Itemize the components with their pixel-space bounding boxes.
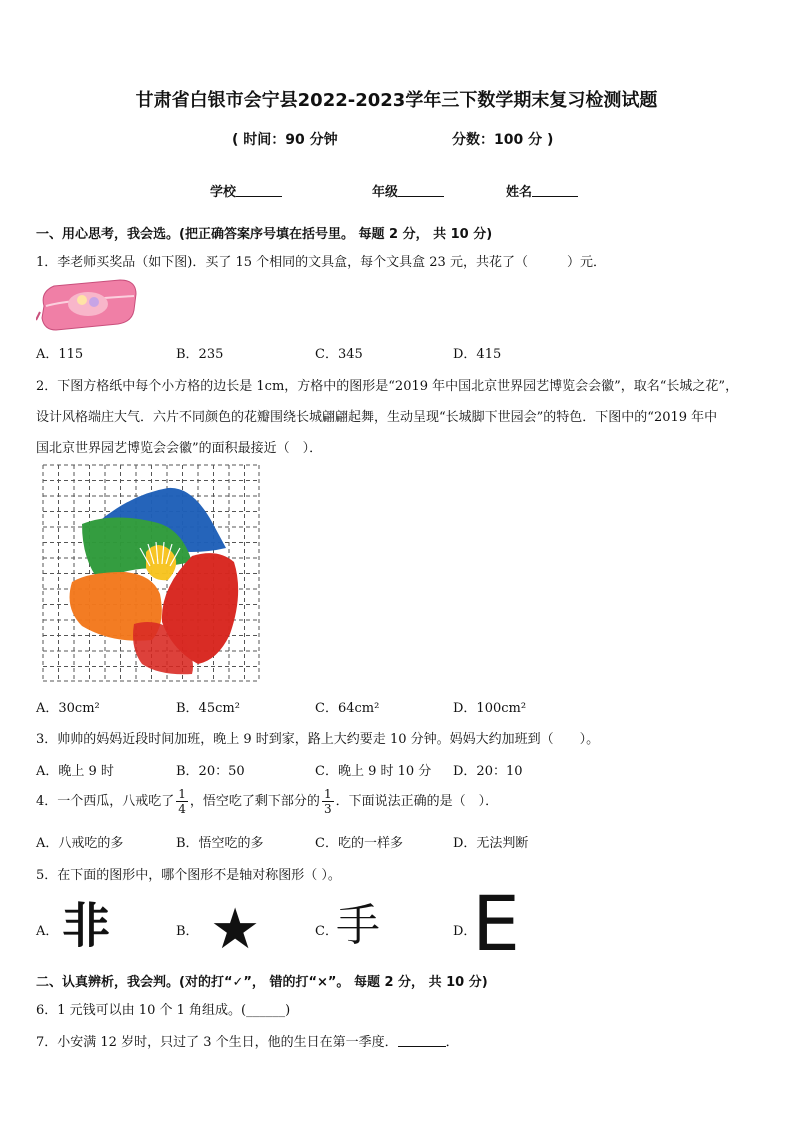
q3-option-a[interactable]: A．晚上 9 时 (36, 764, 114, 779)
q7-tail: ． (445, 1035, 459, 1050)
grade-field (372, 181, 444, 200)
exam-score: 分数：100 分 ) (452, 132, 554, 148)
name-field (506, 181, 578, 200)
pencil-case-image (36, 276, 140, 332)
q6-text: 6．1 元钱可以由 10 个 1 角组成。(______) (36, 1003, 291, 1018)
q7-text: 7．小安满 12 岁时，只过了 3 个生日，他的生日在第一季度． (36, 1035, 398, 1050)
q4-option-b[interactable]: B．悟空吃的多 (176, 836, 264, 851)
section2-heading: 二、认真辨析，我会判。(对的打“✓”， 错的打“×”。 每题 2 分， 共 10 分) (36, 975, 488, 990)
page-title: 甘肃省白银市会宁县2022-2023学年三下数学期末复习检测试题 (135, 90, 658, 111)
q3-text: 3．帅帅的妈妈近段时间加班，晚上 9 时到家，路上大约要走 10 分钟。妈妈大约加班到（ ）。 (36, 732, 600, 747)
school-field (210, 181, 282, 200)
q4-part3: ．下面说法正确的是（ ）． (335, 794, 499, 809)
q2-option-b[interactable]: B．45cm² (176, 701, 240, 716)
q4-option-d[interactable]: D．无法判断 (453, 836, 529, 851)
q4-option-a[interactable]: A．八戒吃的多 (36, 836, 124, 851)
grade-blank[interactable] (398, 184, 444, 197)
exam-time: ( 时间：90 分钟 (232, 132, 338, 148)
expo-emblem (70, 488, 239, 674)
q2-line2: 设计风格端庄大气．六片不同颜色的花瓣围绕长城翩翩起舞，生动呈现“长城脚下世园会”的特色．下图中的“2019 年中 (36, 410, 718, 425)
q3-option-b[interactable]: B．20：50 (176, 764, 245, 779)
q5-option-a-label[interactable]: A． (36, 924, 59, 939)
school-blank[interactable] (236, 184, 282, 197)
school-label: 学校 (210, 185, 237, 200)
q2-option-d[interactable]: D．100cm² (453, 701, 527, 716)
q1-option-d[interactable]: D．415 (453, 347, 502, 362)
q5-option-b-label[interactable]: B． (176, 924, 199, 939)
q7-answer-blank[interactable] (398, 1034, 446, 1047)
q4-part1: 4．一个西瓜，八戒吃了 (36, 794, 175, 809)
fei-character-icon: 非 (62, 898, 111, 954)
q2-line3: 国北京世界园艺博览会会徽”的面积最接近（ ）． (36, 441, 323, 456)
q2-option-c[interactable]: C．64cm² (315, 701, 380, 716)
grid-emblem-figure (42, 464, 260, 682)
q4-text (36, 787, 498, 816)
q4-fraction-1: $\frac{1}{4}$ (178, 787, 186, 816)
q1-option-a[interactable]: A．115 (36, 347, 84, 362)
q4-part2: ，悟空吃了剩下部分的 (189, 794, 320, 809)
q3-option-d[interactable]: D．20：10 (453, 764, 523, 779)
star-icon: ★ (210, 897, 261, 962)
q3-option-c[interactable]: C．晚上 9 时 10 分 (315, 764, 432, 779)
q1-option-b[interactable]: B．235 (176, 347, 224, 362)
q5-text: 5．在下面的图形中，哪个图形不是轴对称图形（ ）。 (36, 868, 341, 883)
letter-e-icon: E (472, 879, 521, 968)
q5-option-d-label[interactable]: D． (453, 924, 477, 939)
shou-character-icon: 手 (336, 900, 380, 951)
q1-option-c[interactable]: C．345 (315, 347, 363, 362)
q4-fraction-2: $\frac{1}{3}$ (323, 787, 332, 816)
q4-option-c[interactable]: C．吃的一样多 (315, 836, 403, 851)
q2-option-a[interactable]: A．30cm² (36, 701, 100, 716)
q1-text: 1．李老师买奖品（如下图)．买了 15 个相同的文具盒，每个文具盒 23 元，共花了（ ）元． (36, 255, 606, 270)
grade-label: 年级 (372, 185, 399, 200)
q7-line (36, 1031, 459, 1050)
q5-option-c-label[interactable]: C． (315, 924, 338, 939)
name-blank[interactable] (532, 184, 578, 197)
name-label: 姓名 (506, 185, 533, 200)
q2-line1: 2．下图方格纸中每个小方格的边长是 1cm，方格中的图形是“2019 年中国北京世界园艺博览会会徽”，取名“长城之花”， (36, 379, 739, 394)
section1-heading: 一、用心思考，我会选。(把正确答案序号填在括号里。 每题 2 分， 共 10 分) (36, 227, 493, 242)
